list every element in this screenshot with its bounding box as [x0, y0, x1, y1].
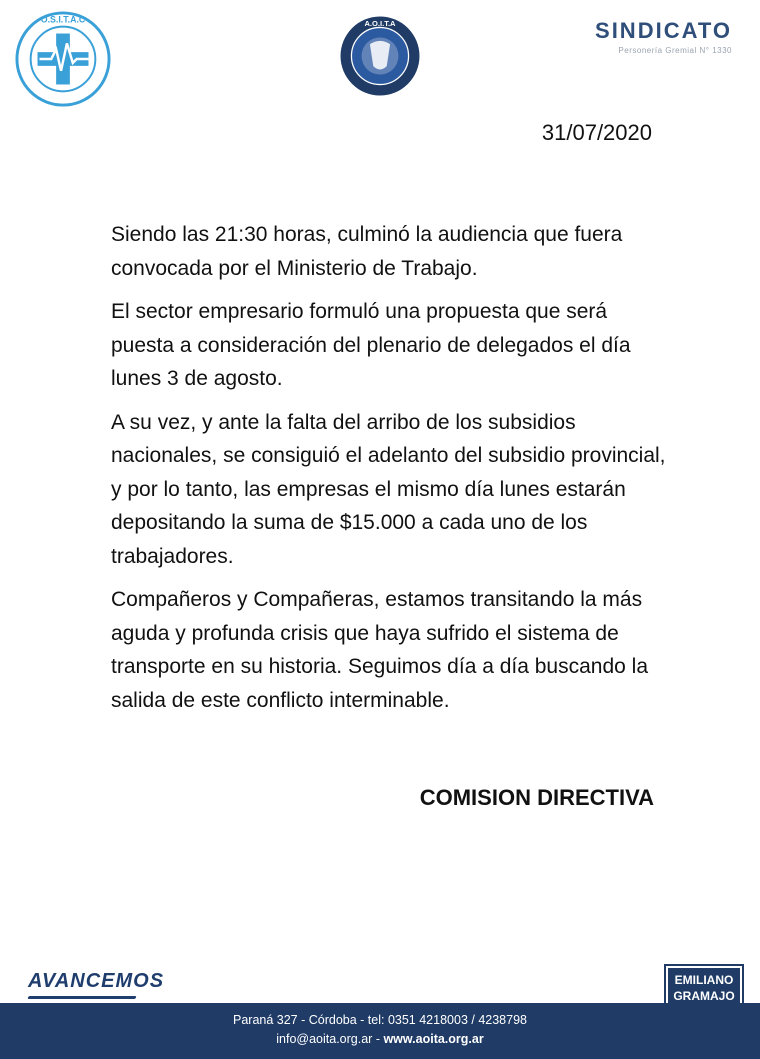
footer-bar	[0, 1003, 760, 1059]
ositac-logo-icon	[14, 10, 112, 108]
document-date: 31/07/2020	[541, 120, 652, 145]
letterhead	[0, 0, 760, 110]
footer-email: info@aoita.org.ar	[276, 1032, 373, 1046]
footer-address: Paraná 327 - Córdoba - tel: 0351 4218003 / 4238798	[233, 1013, 527, 1027]
footer-website: www.aoita.org.ar	[383, 1032, 484, 1046]
signature: COMISION DIRECTIVA	[419, 785, 654, 810]
svg-text:A.O.I.T.A: A.O.I.T.A	[364, 18, 396, 28]
aoita-logo-icon	[338, 14, 422, 98]
svg-text:O.S.I.T.A.C: O.S.I.T.A.C	[40, 14, 86, 25]
footer-separator: -	[372, 1032, 384, 1046]
letter-body	[111, 218, 671, 727]
sindicato-heading	[595, 18, 732, 55]
slogan-underline	[27, 996, 136, 999]
footer-contact	[0, 1030, 760, 1049]
paragraph-4: Compañeros y Compañeras, estamos transitando la más aguda y profunda crisis que haya sufrido el sistema de transporte en su historia. Seguimos día a día buscando la salida de este conflicto interminable.	[111, 588, 648, 712]
paragraph-3: A su vez, y ante la falta del arribo de los subsidios nacionales, se consiguió el adelanto del subsidio provincial, y por lo tanto, las empresas el mismo día lunes estarán depositando la suma de $15.000 a cada uno de los trabajadores.	[111, 410, 666, 568]
sindicato-subtitle: Personería Gremial N° 1330	[618, 46, 732, 55]
sindicato-title: SINDICATO	[595, 18, 732, 43]
avancemos-slogan: AVANCEMOS	[28, 970, 165, 992]
footer-text	[0, 1011, 760, 1049]
paragraph-1: Siendo las 21:30 horas, culminó la audiencia que fuera convocada por el Ministerio de Trabajo.	[111, 223, 623, 280]
badge-line-1: EMILIANO	[674, 973, 734, 987]
paragraph-2: El sector empresario formuló una propuesta que será puesta a consideración del plenario de delegados el día lunes 3 de agosto.	[111, 300, 631, 390]
badge-line-2: GRAMAJO	[673, 989, 735, 1003]
